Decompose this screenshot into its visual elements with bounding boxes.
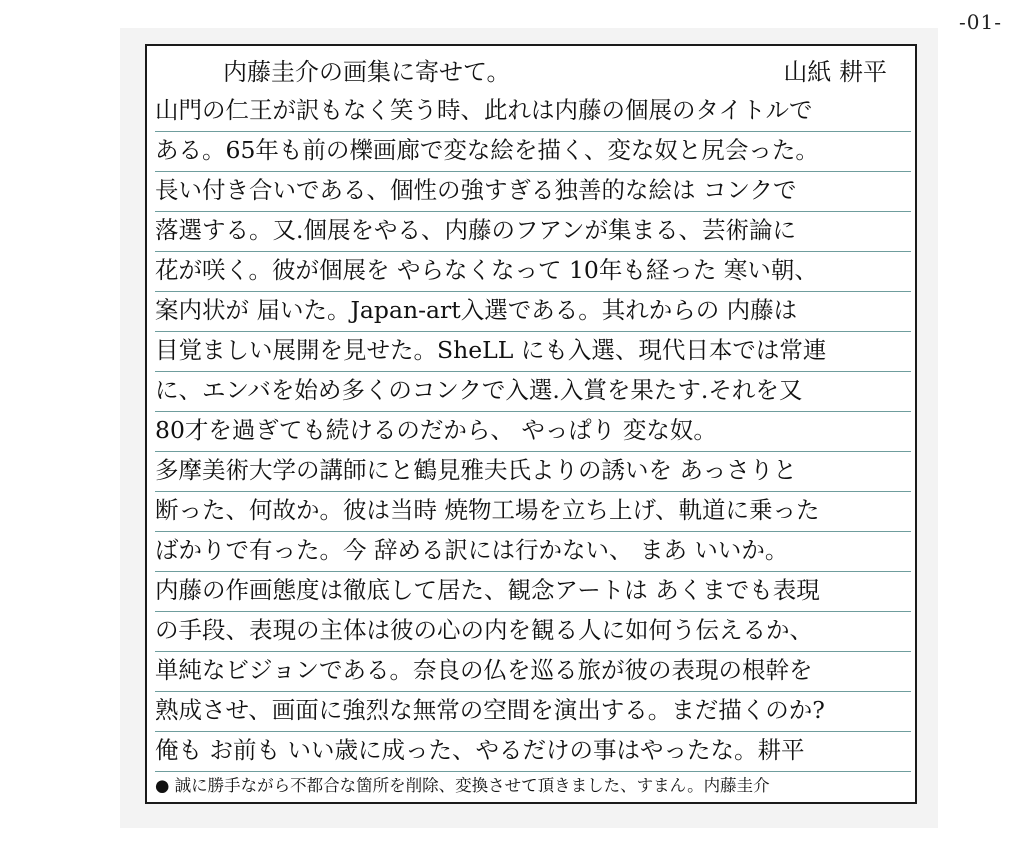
text-line: 山門の仁王が訳もなく笑う時、此れは内藤の個展のタイトルで: [155, 92, 911, 132]
page-number: -01-: [959, 10, 1002, 34]
text-line: ばかりで有った。今 辞める訳には行かない、 まあ いいか。: [155, 532, 911, 572]
essay-title: 内藤圭介の画集に寄せて。: [223, 58, 511, 86]
text-line: 花が咲く。彼が個展を やらなくなって 10年も経った 寒い朝、: [155, 252, 911, 292]
essay-body: [155, 92, 911, 772]
text-line: 長い付き合いである、個性の強すぎる独善的な絵は コンクで: [155, 172, 911, 212]
text-line: 80才を過ぎても続けるのだから、 やっぱり 変な奴。: [155, 412, 911, 452]
essay-author: 山紙 耕平: [783, 58, 887, 86]
text-line: 内藤の作画態度は徹底して居た、観念アートは あくまでも表現: [155, 572, 911, 612]
text-line: 断った、何故か。彼は当時 焼物工場を立ち上げ、軌道に乗った: [155, 492, 911, 532]
footnote: ● 誠に勝手ながら不都合な箇所を削除、変換させて頂きました、すまん。内藤圭介: [155, 776, 770, 795]
text-line: に、エンバを始め多くのコンクで入選.入賞を果たす.それを又: [155, 372, 911, 412]
essay-box: [145, 44, 917, 804]
text-line: 多摩美術大学の講師にと鶴見雅夫氏よりの誘いを あっさりと: [155, 452, 911, 492]
text-line: 目覚ましい展開を見せた。SheLL にも入選、現代日本では常連: [155, 332, 911, 372]
text-line: ある。65年も前の櫟画廊で変な絵を描く、変な奴と尻会った。: [155, 132, 911, 172]
text-line: 落選する。又.個展をやる、内藤のフアンが集まる、芸術論に: [155, 212, 911, 252]
text-line: 案内状が 届いた。Japan-art入選である。其れからの 内藤は: [155, 292, 911, 332]
text-line: の手段、表現の主体は彼の心の内を観る人に如何う伝えるか、: [155, 612, 911, 652]
text-line: 熟成させ、画面に強烈な無常の空間を演出する。まだ描くのか?: [155, 692, 911, 732]
text-line: 俺も お前も いい歳に成った、やるだけの事はやったな。耕平: [155, 732, 911, 772]
text-line: 単純なビジョンである。奈良の仏を巡る旅が彼の表現の根幹を: [155, 652, 911, 692]
title-row: [147, 46, 915, 88]
